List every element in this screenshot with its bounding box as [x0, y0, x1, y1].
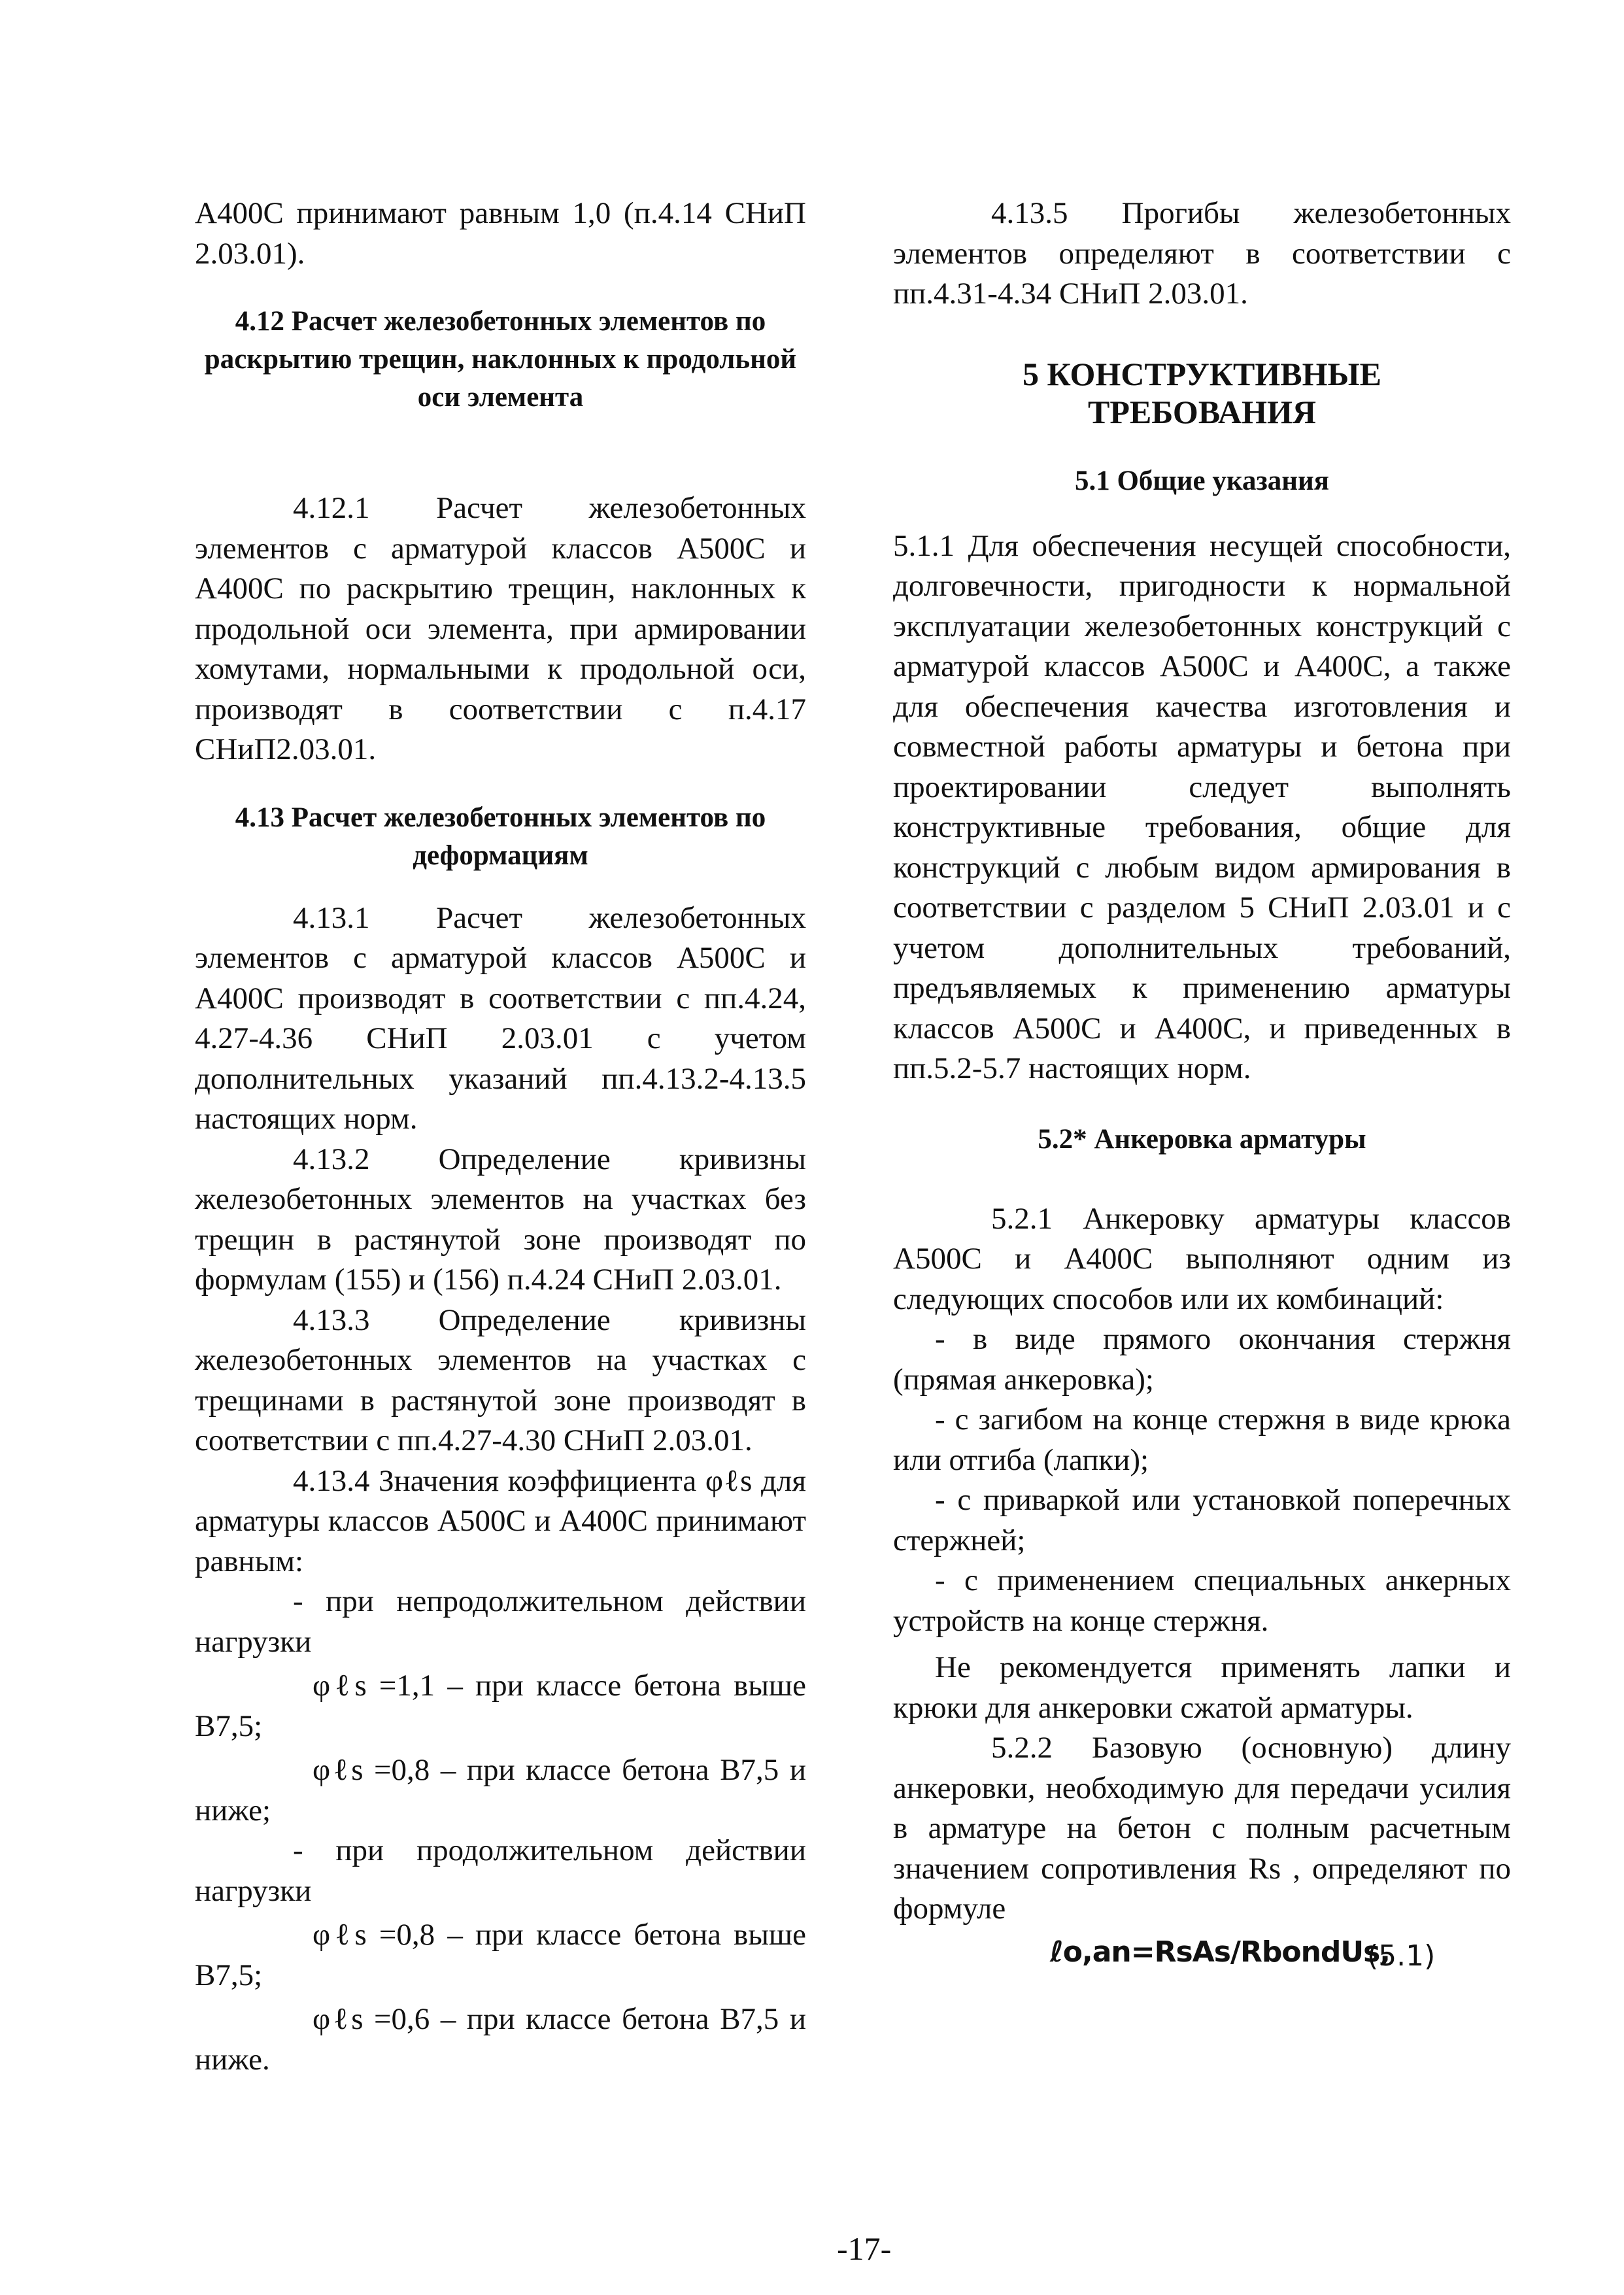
formula-5-1 — [893, 1930, 1511, 1975]
left-column — [195, 194, 806, 2080]
heading-5-2: 5.2* Анкеровка арматуры — [1038, 1123, 1366, 1155]
phi-value-1: φℓs =1,1 – при классе бетона выше В7,5; — [195, 1669, 806, 1743]
paragraph-4-13-1: 4.13.1 Расчет железобетонных элементов с арматурой классов А500С и А400С производят в соответствии с пп.4.24, 4.27-4.36 СНиП 2.03.01 с учетом дополнительных указаний пп.4.13.2-4.13.5 настоящих норм. — [195, 900, 806, 1136]
formula-number: (5.1) — [1367, 1939, 1436, 1973]
list-item-long-load: - при продолжительном действии нагрузки — [195, 1833, 806, 1908]
list-item-special-devices: - с применением специальных анкерных устройств на конце стержня. — [893, 1563, 1511, 1638]
paragraph-4-13-2: 4.13.2 Определение кривизны железобетонных элементов на участках без трещин в растянутой зоне производят по формулам (155) и (156) п.4.24 СНиП 2.03.01. — [195, 1142, 806, 1297]
heading-4-12: 4.12 Расчет железобетонных элементов по раскрытию трещин, наклонных к продольной оси элемента — [204, 306, 797, 413]
paragraph-5-2-2: 5.2.2 Базовую (основную) длину анкеровки, необходимую для передачи усилия в арматуре на бетон с полным расчетным значением сопротивления Rs , определяют по формуле — [893, 1731, 1511, 1926]
list-item-welded-bars: - с приваркой или установкой поперечных стержней; — [893, 1483, 1511, 1557]
phi-value-3: φℓs =0,8 – при классе бетона выше В7,5; — [195, 1918, 806, 1992]
section-5-title-line1: 5 КОНСТРУКТИВНЫЕ — [1023, 355, 1381, 392]
paragraph-5-2-1: 5.2.1 Анкеровку арматуры классов А500С и А400С выполняют одним из следующих способов или их комбинаций: — [893, 1201, 1511, 1316]
page-number: -17- — [837, 2230, 892, 2267]
right-column — [893, 194, 1511, 1975]
heading-5-1: 5.1 Общие указания — [1074, 465, 1330, 496]
paragraph-not-recommended: Не рекомендуется применять лапки и крюки для анкеровки сжатой арматуры. — [893, 1650, 1511, 1725]
list-item-straight-anchor: - в виде прямого окончания стержня (прямая анкеровка); — [893, 1322, 1511, 1397]
paragraph-4-13-5: 4.13.5 Прогибы железобетонных элементов определяют в соответствии с пп.4.31-4.34 СНиП 2.03.01. — [893, 196, 1511, 311]
list-item-short-load: - при непродолжительном действии нагрузки — [195, 1584, 806, 1659]
list-item-hook: - с загибом на конце стержня в виде крюка или отгиба (лапки); — [893, 1402, 1511, 1477]
paragraph-5-1-1: 5.1.1 Для обеспечения несущей способности, долговечности, пригодности к нормальной эксплуатации железобетонных конструкций с арматурой классов А500С и А400С, а также для обеспечения качества изготовления и совместной работы арматуры и бетона при проектировании следует выполнять конструктивные требования, общие для конструкций с любым видом армирования в соответствии с разделом 5 СНиП 2.03.01 и с учетом дополнительных требований, предъявляемых к применению арматуры классов А500С и А400С, и приведенных в пп.5.2-5.7 настоящих норм. — [893, 528, 1511, 1085]
formula-expression: ℓo,an=RsAs/RbondUs, — [1050, 1935, 1391, 1969]
paragraph-4-12-1: 4.12.1 Расчет железобетонных элементов с арматурой классов А500С и А400С по раскрытию трещин, наклонных к продольной оси элемента, при армировании хомутами, нормальными к продольной оси, производят в соответствии с п.4.17 СНиП2.03.01. — [195, 491, 806, 766]
paragraph-continuation: А400С принимают равным 1,0 (п.4.14 СНиП 2.03.01). — [195, 196, 806, 271]
paragraph-4-13-4: 4.13.4 Значения коэффициента φℓs для арматуры классов А500С и А400С принимают равным: — [195, 1463, 806, 1578]
phi-value-2: φℓs =0,8 – при классе бетона В7,5 и ниже; — [195, 1753, 806, 1828]
phi-value-4: φℓs =0,6 – при классе бетона В7,5 и ниже. — [195, 2002, 806, 2077]
paragraph-4-13-3: 4.13.3 Определение кривизны железобетонных элементов на участках с трещинами в растянутой зоне производят в соответствии с пп.4.27-4.30 СНиП 2.03.01. — [195, 1302, 806, 1457]
section-5-title-line2: ТРЕБОВАНИЯ — [1087, 393, 1317, 430]
heading-4-13: 4.13 Расчет железобетонных элементов по деформациям — [235, 802, 766, 871]
